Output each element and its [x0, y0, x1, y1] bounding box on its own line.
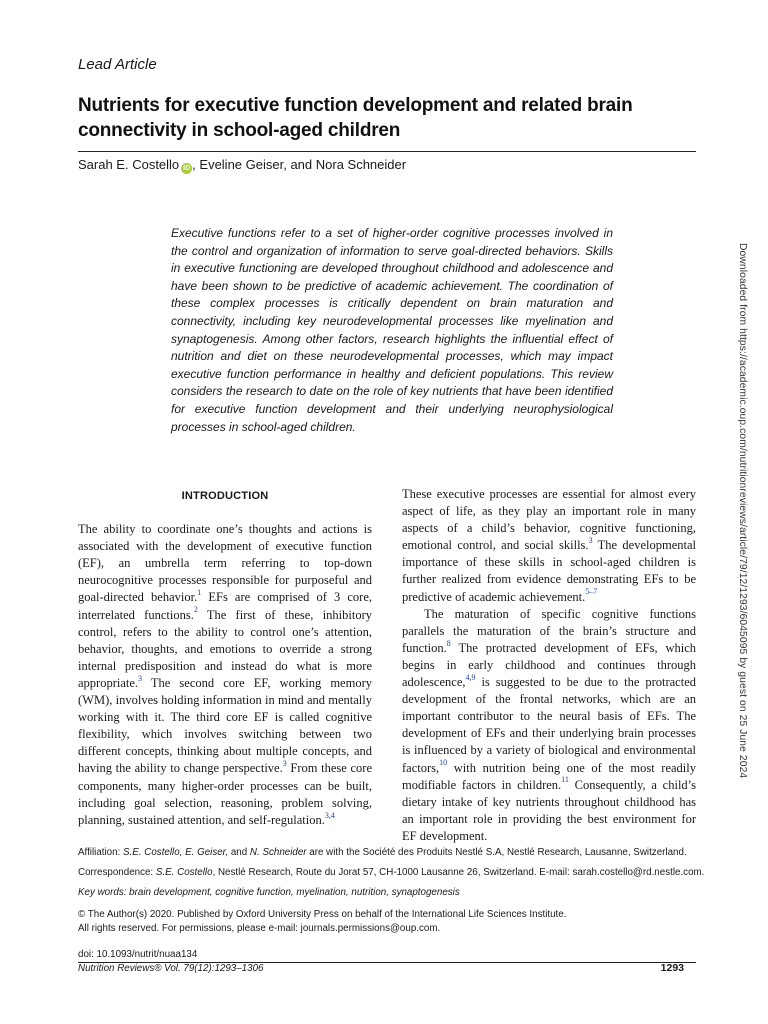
- affiliation-note: Affiliation: S.E. Costello, E. Geiser, and N. Schneider are with the Société des Produits Nestlé S.A, Nestlé Research, Lausanne, Switzerland.: [78, 847, 687, 858]
- author-names-rest: , Eveline Geiser, and Nora Schneider: [192, 157, 407, 172]
- body-paragraph: The ability to coordinate one’s thoughts and actions is associated with the development of executive function (EF), an umbrella term referring to top-down neurocognitive processes responsible for purposeful and goal-directed behavior.$^1$ EFs are comprised of 3 core, interrelated functions.$^2$ The first of these, inhibitory control, refers to the ability to control one’s attention, behavior, thoughts, and emotions to override a strong internal predisposition and instead do what is more appropriate.$^3$ The second core EF, working memory (WM), involves holding information in mind and mentally working with it. The third core EF is called cognitive flexibility, which involves switching between two different concepts, thinking about multiple concepts, and having the ability to change perspective.$^3$ From these core components, many higher-order processes can be built, including goal selection, reasoning, problem solving, planning, sustained attention, and self-regulation.$^{3,4}$: [78, 522, 373, 827]
- citation-link[interactable]: 1: [197, 588, 202, 598]
- abstract: Executive functions refer to a set of higher-order cognitive processes involved in the control and organization of information to serve goal-directed behaviors. Skills in executive functioning are developed throughout childhood and adolescence and have been shown to be predictive of academic achievement. The coordination of these complex processes is critically dependent on brain maturation and connectivity, including key neurodevelopmental processes like myelination and synaptogenesis. Among other factors, research highlights the influential effect of nutrition and diet on these neurodevelopmental processes, which may impact executive function performance in healthy and deficient populations. This review considers the research to date on the role of key nutrients that have been identified for executive function development and their underlying neurophysiological processes in school-aged children.: [171, 226, 613, 434]
- citation-link[interactable]: 3: [282, 759, 287, 769]
- citation-link[interactable]: 4,9: [465, 672, 476, 682]
- article-title: Nutrients for executive function development and related brain connectivity in school-aged children: [78, 95, 633, 141]
- page-number: 1293: [660, 962, 684, 974]
- correspondence-note: Correspondence: S.E. Costello, Nestlé Research, Route du Jorat 57, CH-1000 Lausanne 26, Switzerland. E-mail: sarah.costello@rd.nestle.com.: [78, 867, 705, 878]
- author-list: [78, 157, 406, 174]
- citation-link[interactable]: 11: [561, 775, 569, 785]
- article-type-label: Lead Article: [78, 56, 157, 73]
- author-name: Sarah E. Costello: [78, 157, 180, 172]
- citation-link[interactable]: 3,4: [324, 810, 335, 820]
- journal-citation: Nutrition Reviews® Vol. 79(12):1293–1306: [78, 963, 264, 974]
- citation-link[interactable]: 5–7: [585, 587, 598, 597]
- copyright-notice: © The Author(s) 2020. Published by Oxford University Press on behalf of the International Life Sciences Institute.: [78, 909, 567, 920]
- rights-notice: All rights reserved. For permissions, please e-mail: journals.permissions@oup.com.: [78, 923, 441, 934]
- keywords: Key words: brain development, cognitive function, myelination, nutrition, synaptogenesis: [78, 887, 460, 898]
- citation-link[interactable]: 10: [439, 758, 448, 768]
- body-column-left: [78, 488, 372, 829]
- doi[interactable]: doi: 10.1093/nutrit/nuaa134: [78, 949, 198, 960]
- download-watermark: Downloaded from https://academic.oup.com/nutritionreviews/article/79/12/1293/6045095 by guest on 25 June 2024: [737, 243, 748, 779]
- title-divider: [78, 151, 696, 152]
- citation-link[interactable]: 8: [446, 638, 451, 648]
- body-paragraph: The maturation of specific cognitive functions parallels the maturation of the brain’s structure and function.$^8$ The protracted development of EFs, which begins in early childhood and continues through adolescence,$^{4,9}$ is suggested to be due to the protracted development of the frontal networks, which are an important contributor to the neural basis of EFs. The development of EFs and their underlying brain processes is influenced by a variety of biological and environmental factors,$^{10}$ with nutrition being one of the most readily modifiable factors in children.$^{11}$ Consequently, a child’s dietary intake of key nutrients throughout childhood has an important role in providing the best environment for EF development.: [402, 606, 697, 843]
- orcid-icon[interactable]: iD: [183, 165, 191, 172]
- citation-link[interactable]: 3: [588, 536, 593, 546]
- citation-link[interactable]: 3: [138, 673, 143, 683]
- citation-link[interactable]: 2: [193, 605, 198, 615]
- body-column-right: [402, 486, 696, 845]
- section-heading-introduction: INTRODUCTION: [181, 490, 269, 502]
- body-paragraph: These executive processes are essential for almost every aspect of life, as they play an important role in many aspects of a child’s behavior, cognitive functioning, emotional control, and social skills.$^3$ The developmental importance of these skills in school-aged children is further realized from evidence demonstrating EFs to be predictive of academic achievement.$^{5-7}$: [402, 487, 697, 604]
